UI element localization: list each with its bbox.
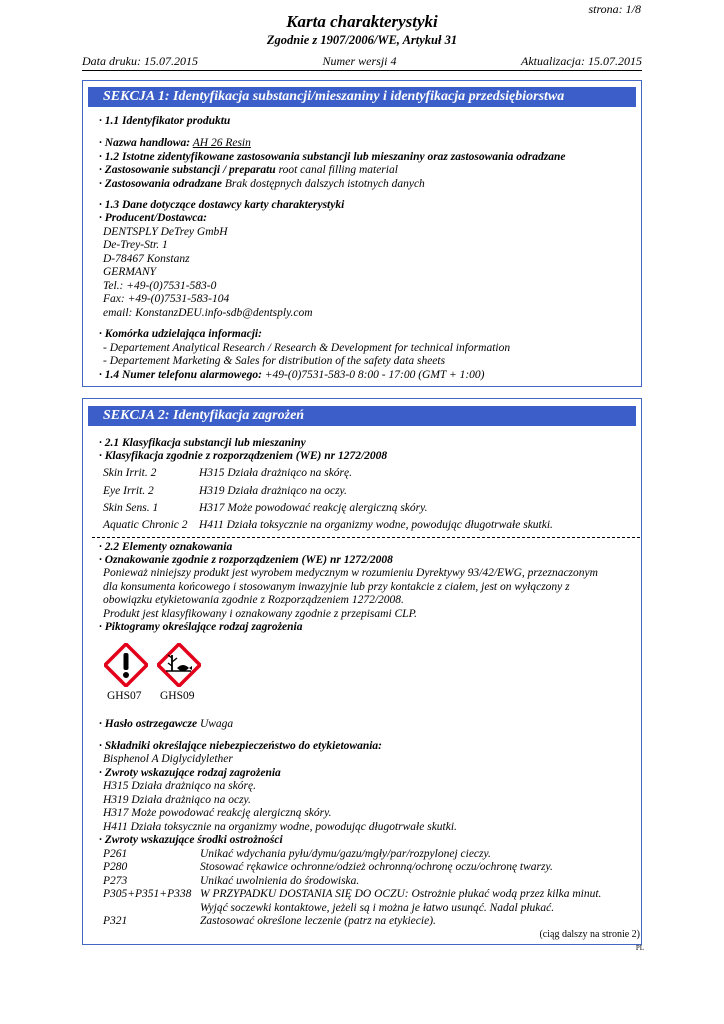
- h-statement: H315 Działa drażniąco na skórę.: [103, 780, 257, 792]
- classification-regulation: · Klasyfikacja zgodnie z rozporządzeniem (WE) nr 1272/2008: [99, 450, 388, 462]
- address-line: D-78467 Konstanz: [103, 253, 190, 265]
- section-divider: [92, 537, 640, 538]
- emergency-row: [99, 369, 485, 382]
- precautionary-heading: · Zwroty wskazujące środki ostrożności: [99, 834, 283, 846]
- hazard-statement: H319 Działa drażniąco na oczy.: [199, 485, 347, 497]
- hazard-category: Eye Irrit. 2: [103, 485, 154, 497]
- paragraph-line: Ponieważ niniejszy produkt jest wyrobem medycznym w rozumieniu Dyrektywy 93/42/EWG, przeznaczonym: [103, 567, 598, 579]
- address-line: De-Trey-Str. 1: [103, 239, 168, 251]
- emergency-value: +49-(0)7531-583-0 8:00 - 17:00 (GMT + 1:00): [264, 369, 485, 381]
- trade-name-label: · Nazwa handlowa:: [99, 137, 191, 149]
- advised-against-value: Brak dostępnych dalszych istotnych danych: [224, 178, 425, 190]
- pictograms-heading: · Piktogramy określające rodzaj zagrożenia: [99, 621, 303, 633]
- hazard-category: Skin Irrit. 2: [103, 467, 157, 479]
- p-code: P280: [103, 861, 128, 873]
- document-title: Karta charakterystyki: [286, 12, 438, 31]
- label-elements-heading: · 2.2 Elementy oznakowania: [99, 541, 233, 553]
- hazard-row: [103, 485, 154, 498]
- advised-against-label: · Zastosowania odradzane: [99, 178, 223, 190]
- exclamation-mark-icon: [104, 643, 148, 687]
- pictogram-code: GHS09: [160, 690, 195, 702]
- meta-row: [82, 54, 642, 69]
- advised-against-row: [99, 178, 425, 191]
- hazard-row: [103, 502, 158, 515]
- trade-name: AH 26 Resin: [192, 137, 251, 149]
- uses-heading: · 1.2 Istotne zidentyfikowane zastosowania substancji lub mieszaniny oraz zastosowania odradzane: [99, 151, 566, 163]
- hazard-statement: H315 Działa drażniąco na skórę.: [199, 467, 353, 479]
- phone: Tel.: +49-(0)7531-583-0: [103, 280, 217, 292]
- info-label: · Komórka udzielająca informacji:: [99, 328, 262, 340]
- label-regulation: · Oznakowanie zgodnie z rozporządzeniem (WE) nr 1272/2008: [99, 554, 393, 566]
- info-line: - Departement Marketing & Sales for distribution of the safety data sheets: [103, 355, 446, 367]
- hazard-category: Skin Sens. 1: [103, 502, 159, 514]
- application-value: root canal filling material: [278, 164, 398, 176]
- address-line: DENTSPLY DeTrey GmbH: [103, 226, 228, 238]
- header-rule: [82, 70, 642, 71]
- p-code: P321: [103, 915, 128, 927]
- emergency-label: · 1.4 Numer telefonu alarmowego:: [99, 369, 262, 381]
- p-text: Stosować rękawice ochronne/odzież ochronną/ochronę oczu/ochronę twarzy.: [200, 861, 553, 873]
- print-date: Data druku: 15.07.2015: [82, 54, 198, 68]
- signal-word-label: · Hasło ostrzegawcze: [99, 718, 198, 730]
- hazard-row: [103, 519, 188, 532]
- section-2-heading: SEKCJA 2: Identyfikacja zagrożeń: [88, 406, 636, 426]
- hazard-row: [103, 467, 156, 480]
- p-code: P261: [103, 848, 128, 860]
- continued-note: (ciąg dalszy na stronie 2): [539, 929, 640, 940]
- version-number: Numer wersji 4: [322, 54, 397, 68]
- producer-label: · Producent/Dostawca:: [99, 212, 207, 224]
- signal-word: Uwaga: [199, 718, 234, 730]
- environment-hazard-icon: [157, 643, 201, 687]
- pictogram-code: GHS07: [107, 690, 142, 702]
- p-code: P305+P351+P338: [103, 888, 192, 900]
- paragraph-line: obowiązku etykietowania zgodnie z Rozporządzeniem 1272/2008.: [103, 594, 404, 606]
- product-identifier: · 1.1 Identyfikator produktu: [99, 115, 231, 127]
- p-code: P273: [103, 875, 128, 887]
- hazard-statement: H411 Działa toksycznie na organizmy wodne, powodując długotrwałe skutki.: [199, 519, 553, 531]
- paragraph-line: Produkt jest klasyfikowany i oznakowany zgodnie z przepisami CLP.: [103, 608, 417, 620]
- classification-heading: · 2.1 Klasyfikacja substancji lub mieszaniny: [99, 437, 306, 449]
- components-label: · Składniki określające niebezpieczeństwo do etykietowania:: [99, 740, 383, 752]
- p-text: Zastosować określone leczenie (patrz na etykiecie).: [200, 915, 436, 927]
- address-line: GERMANY: [103, 266, 157, 278]
- p-text: Unikać uwolnienia do środowiska.: [200, 875, 360, 887]
- fax: Fax: +49-(0)7531-583-104: [103, 293, 230, 305]
- info-line: - Departement Analytical Research / Research & Development for technical information: [103, 342, 511, 354]
- section-1-heading: SEKCJA 1: Identyfikacja substancji/mieszaniny i identyfikacja przedsiębiorstwa: [88, 87, 636, 107]
- h-statement: H319 Działa drażniąco na oczy.: [103, 794, 251, 806]
- hazard-statement: H317 Może powodować reakcję alergiczną skóry.: [199, 502, 428, 514]
- component: Bisphenol A Diglycidylether: [103, 753, 233, 765]
- application-label: · Zastosowanie substancji / preparatu: [99, 164, 276, 176]
- supplier-heading: · 1.3 Dane dotyczące dostawcy karty charakterystyki: [99, 199, 345, 211]
- page-number: strona: 1/8: [588, 2, 641, 16]
- signal-word-row: [99, 718, 233, 731]
- h-statement: H317 Może powodować reakcję alergiczną skóry.: [103, 807, 332, 819]
- document-subtitle: Zgodnie z 1907/2006/WE, Artykuł 31: [266, 33, 458, 47]
- email: email: KonstanzDEU.info-sdb@dentsply.com: [103, 307, 313, 319]
- revision-date: Aktualizacja: 15.07.2015: [521, 54, 642, 68]
- hazard-category: Aquatic Chronic 2: [103, 519, 188, 531]
- p-text: W PRZYPADKU DOSTANIA SIĘ DO OCZU: Ostrożnie płukać wodą przez kilka minut.: [200, 888, 602, 900]
- hazard-statements-heading: · Zwroty wskazujące rodzaj zagrożenia: [99, 767, 281, 779]
- p-text: Unikać wdychania pyłu/dymu/gazu/mgły/par/rozpylonej cieczy.: [200, 848, 491, 860]
- h-statement: H411 Działa toksycznie na organizmy wodne, powodując długotrwałe skutki.: [103, 821, 457, 833]
- language-code: PL: [635, 944, 644, 952]
- trade-name-row: [99, 137, 251, 150]
- application-row: [99, 164, 398, 177]
- paragraph-line: dla konsumenta końcowego i stosowanym inwazyjnie lub przy kontakcie z ciałem, jest on wyłączony z: [103, 581, 570, 593]
- p-text: Wyjąć soczewki kontaktowe, jeżeli są i można je łatwo usunąć. Nadal płukać.: [200, 902, 555, 914]
